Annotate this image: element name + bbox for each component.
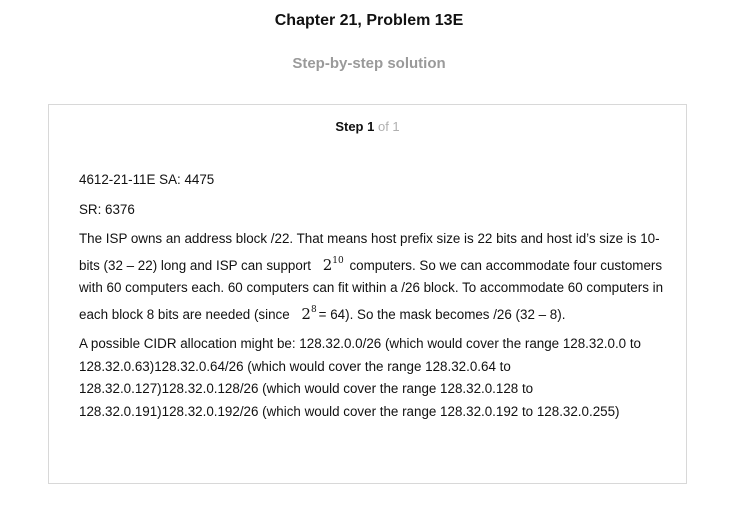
power-base-1: 2 <box>322 255 333 274</box>
id-line: 4612-21-11E SA: 4475 <box>79 172 215 187</box>
step-label: Step 1 <box>335 119 375 134</box>
power-expression-1 <box>323 256 346 274</box>
power-base-2: 2 <box>301 304 311 323</box>
power-exponent-1: 10 <box>332 255 344 266</box>
chapter-title: Chapter 21, Problem 13E <box>274 12 464 29</box>
explanation-paragraph <box>79 228 669 326</box>
power-expression-2 <box>301 305 318 323</box>
sr-line: SR: 6376 <box>79 201 135 217</box>
step-count: of 1 <box>377 119 400 134</box>
explanation-text-a: The ISP owns an address block /22. That means host prefix size is 22 bits and host id’s size is 10-bits (32 – 22) long and ISP can support <box>79 231 660 273</box>
solution-subtitle: Step-by-step solution <box>292 55 446 72</box>
explanation-text-b: computers. So we can accommodate four customers with 60 computers each. 60 computers can fit within a /26 block. To accommodate 60 computers in each block 8 bits are needed (since <box>79 257 664 322</box>
step-header <box>49 119 686 134</box>
solution-content <box>79 169 669 430</box>
solution-card <box>48 104 687 484</box>
cidr-allocation-paragraph: A possible CIDR allocation might be: 128.32.0.0/26 (which would cover the range 128.32.0.0 to 128.32.0.63)128.32.0.64/26 (which would cover the range 128.32.0.64 to 128.32.0.127)128.32.0.128/26 (which would cover the range 128.32.0.128 to 128.32.0.191)128.32.0.192/26 (which would cover the range 128.32.0.192 to 128.32.0.255) <box>79 336 642 419</box>
explanation-text-c: = 64). So the mask becomes /26 (32 – 8). <box>318 306 566 322</box>
power-exponent-2: 8 <box>310 304 317 315</box>
